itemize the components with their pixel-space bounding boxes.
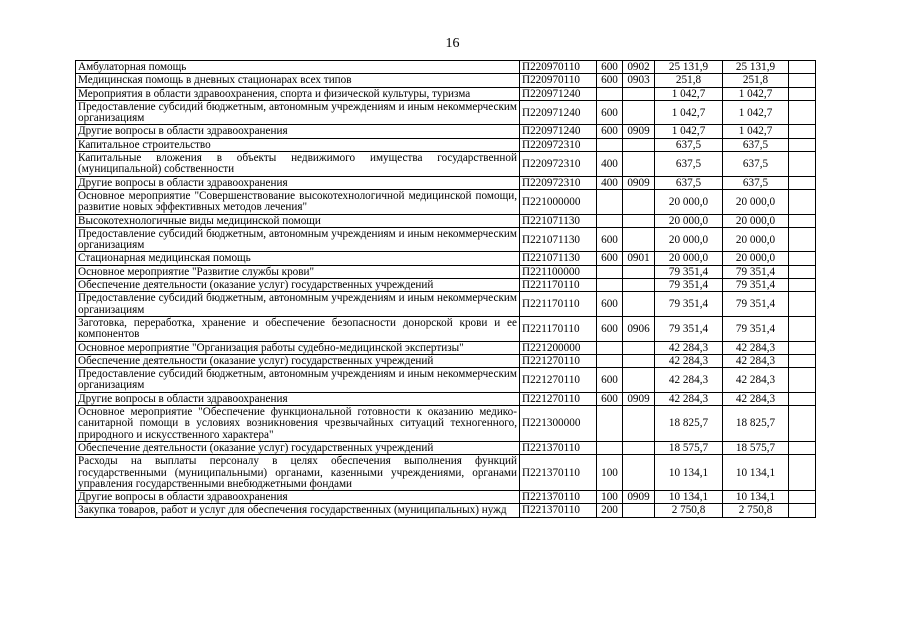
row-expense-type-cell: [597, 214, 623, 227]
row-amount-1-cell: 1 042,7: [655, 100, 723, 125]
row-expense-type-cell: 600: [597, 392, 623, 405]
row-empty-cell: [789, 504, 816, 517]
row-amount-2-cell: 79 351,4: [723, 292, 789, 317]
row-section-cell: [623, 406, 655, 442]
row-section-cell: 0909: [623, 125, 655, 138]
row-amount-2-cell: 637,5: [723, 152, 789, 177]
row-amount-2-cell: 79 351,4: [723, 316, 789, 341]
row-amount-2-cell: 18 825,7: [723, 406, 789, 442]
row-expense-type-cell: [597, 138, 623, 151]
row-empty-cell: [789, 227, 816, 252]
row-code-cell: П221071130: [520, 252, 597, 265]
row-empty-cell: [789, 455, 816, 491]
row-name-cell: Капитальные вложения в объекты недвижимого имущества государственной (муниципальной) собственности: [76, 152, 520, 177]
row-amount-2-cell: 42 284,3: [723, 368, 789, 393]
row-empty-cell: [789, 138, 816, 151]
row-section-cell: [623, 279, 655, 292]
row-name-cell: Расходы на выплаты персоналу в целях обеспечения выполнения функций государственными (муниципальными) органами, казенными учреждениями, органами управления государственными внебюджетными фондами: [76, 455, 520, 491]
row-empty-cell: [789, 252, 816, 265]
row-amount-1-cell: 79 351,4: [655, 265, 723, 278]
row-amount-1-cell: 18 575,7: [655, 441, 723, 454]
row-code-cell: П221071130: [520, 227, 597, 252]
row-amount-1-cell: 637,5: [655, 138, 723, 151]
table-row: [76, 279, 816, 292]
row-section-cell: [623, 368, 655, 393]
row-amount-2-cell: 18 575,7: [723, 441, 789, 454]
row-empty-cell: [789, 265, 816, 278]
row-expense-type-cell: 600: [597, 292, 623, 317]
row-empty-cell: [789, 354, 816, 367]
row-amount-2-cell: 251,8: [723, 74, 789, 87]
row-name-cell: Другие вопросы в области здравоохранения: [76, 176, 520, 189]
row-amount-2-cell: 42 284,3: [723, 392, 789, 405]
row-section-cell: [623, 292, 655, 317]
row-code-cell: П221071130: [520, 214, 597, 227]
row-empty-cell: [789, 279, 816, 292]
row-amount-2-cell: 1 042,7: [723, 125, 789, 138]
row-section-cell: 0909: [623, 392, 655, 405]
row-amount-2-cell: 20 000,0: [723, 227, 789, 252]
row-name-cell: Заготовка, переработка, хранение и обеспечение безопасности донорской крови и ее компонентов: [76, 316, 520, 341]
row-code-cell: П220971240: [520, 87, 597, 100]
table-row: [76, 292, 816, 317]
row-amount-2-cell: 25 131,9: [723, 61, 789, 74]
row-expense-type-cell: 600: [597, 74, 623, 87]
row-amount-1-cell: 10 134,1: [655, 491, 723, 504]
budget-table: [75, 60, 816, 518]
row-empty-cell: [789, 100, 816, 125]
row-section-cell: 0901: [623, 252, 655, 265]
row-amount-1-cell: 637,5: [655, 176, 723, 189]
row-amount-1-cell: 20 000,0: [655, 252, 723, 265]
row-code-cell: П220972310: [520, 138, 597, 151]
row-amount-2-cell: 42 284,3: [723, 341, 789, 354]
row-expense-type-cell: 400: [597, 176, 623, 189]
row-amount-2-cell: 79 351,4: [723, 265, 789, 278]
row-name-cell: Другие вопросы в области здравоохранения: [76, 491, 520, 504]
table-row: [76, 214, 816, 227]
row-amount-2-cell: 10 134,1: [723, 491, 789, 504]
row-amount-1-cell: 42 284,3: [655, 341, 723, 354]
row-name-cell: Основное мероприятие "Развитие службы крови": [76, 265, 520, 278]
row-amount-2-cell: 2 750,8: [723, 504, 789, 517]
row-code-cell: П221170110: [520, 279, 597, 292]
row-amount-2-cell: 20 000,0: [723, 189, 789, 214]
row-code-cell: П221100000: [520, 265, 597, 278]
row-code-cell: П220970110: [520, 61, 597, 74]
row-empty-cell: [789, 152, 816, 177]
row-section-cell: [623, 87, 655, 100]
row-amount-1-cell: 20 000,0: [655, 214, 723, 227]
table-row: [76, 176, 816, 189]
row-section-cell: [623, 227, 655, 252]
row-code-cell: П220972310: [520, 152, 597, 177]
table-row: [76, 74, 816, 87]
table-row: [76, 87, 816, 100]
row-section-cell: [623, 354, 655, 367]
budget-table-body: [76, 61, 816, 518]
row-name-cell: Другие вопросы в области здравоохранения: [76, 125, 520, 138]
row-amount-2-cell: 10 134,1: [723, 455, 789, 491]
row-section-cell: [623, 455, 655, 491]
row-name-cell: Основное мероприятие "Организация работы судебно-медицинской экспертизы": [76, 341, 520, 354]
row-expense-type-cell: [597, 354, 623, 367]
row-amount-1-cell: 1 042,7: [655, 125, 723, 138]
table-row: [76, 252, 816, 265]
row-empty-cell: [789, 316, 816, 341]
row-section-cell: [623, 100, 655, 125]
row-expense-type-cell: 400: [597, 152, 623, 177]
row-amount-1-cell: 42 284,3: [655, 392, 723, 405]
table-row: [76, 152, 816, 177]
row-expense-type-cell: [597, 406, 623, 442]
row-expense-type-cell: 600: [597, 368, 623, 393]
row-expense-type-cell: 600: [597, 227, 623, 252]
table-row: [76, 227, 816, 252]
row-amount-1-cell: 79 351,4: [655, 292, 723, 317]
row-name-cell: Амбулаторная помощь: [76, 61, 520, 74]
page-number: 16: [445, 36, 460, 51]
row-amount-2-cell: 20 000,0: [723, 214, 789, 227]
row-amount-1-cell: 18 825,7: [655, 406, 723, 442]
row-code-cell: П221000000: [520, 189, 597, 214]
row-empty-cell: [789, 368, 816, 393]
row-amount-2-cell: 79 351,4: [723, 279, 789, 292]
table-row: [76, 138, 816, 151]
row-expense-type-cell: 600: [597, 61, 623, 74]
row-section-cell: 0903: [623, 74, 655, 87]
row-code-cell: П221370110: [520, 441, 597, 454]
row-amount-1-cell: 1 042,7: [655, 87, 723, 100]
row-code-cell: П220970110: [520, 74, 597, 87]
row-expense-type-cell: 600: [597, 252, 623, 265]
row-name-cell: Предоставление субсидий бюджетным, автономным учреждениям и иным некоммерческим организациям: [76, 227, 520, 252]
row-section-cell: [623, 504, 655, 517]
row-empty-cell: [789, 441, 816, 454]
row-amount-1-cell: 25 131,9: [655, 61, 723, 74]
row-code-cell: П221270110: [520, 368, 597, 393]
table-row: [76, 341, 816, 354]
row-code-cell: П220971240: [520, 125, 597, 138]
row-expense-type-cell: 600: [597, 316, 623, 341]
row-section-cell: [623, 441, 655, 454]
row-name-cell: Основное мероприятие "Обеспечение функциональной готовности к оказанию медико-санитарной помощи в условиях возникновения чрезвычайных ситуаций техногенного, природного и искусственного характера": [76, 406, 520, 442]
table-row: [76, 61, 816, 74]
row-expense-type-cell: [597, 87, 623, 100]
row-amount-1-cell: 20 000,0: [655, 227, 723, 252]
row-amount-2-cell: 20 000,0: [723, 252, 789, 265]
table-row: [76, 455, 816, 491]
row-section-cell: [623, 265, 655, 278]
row-expense-type-cell: 600: [597, 125, 623, 138]
row-empty-cell: [789, 125, 816, 138]
row-expense-type-cell: [597, 279, 623, 292]
table-row: [76, 406, 816, 442]
row-empty-cell: [789, 176, 816, 189]
row-code-cell: П221370110: [520, 491, 597, 504]
row-section-cell: [623, 341, 655, 354]
row-amount-1-cell: 79 351,4: [655, 316, 723, 341]
row-name-cell: Высокотехнологичные виды медицинской помощи: [76, 214, 520, 227]
row-amount-1-cell: 79 351,4: [655, 279, 723, 292]
table-row: [76, 100, 816, 125]
row-code-cell: П221170110: [520, 316, 597, 341]
row-amount-1-cell: 637,5: [655, 152, 723, 177]
row-section-cell: [623, 214, 655, 227]
table-row: [76, 441, 816, 454]
row-empty-cell: [789, 406, 816, 442]
row-amount-1-cell: 251,8: [655, 74, 723, 87]
row-expense-type-cell: 100: [597, 491, 623, 504]
row-name-cell: Стационарная медицинская помощь: [76, 252, 520, 265]
row-name-cell: Другие вопросы в области здравоохранения: [76, 392, 520, 405]
row-empty-cell: [789, 292, 816, 317]
table-row: [76, 316, 816, 341]
row-code-cell: П220972310: [520, 176, 597, 189]
row-name-cell: Предоставление субсидий бюджетным, автономным учреждениям и иным некоммерческим организациям: [76, 368, 520, 393]
row-name-cell: Медицинская помощь в дневных стационарах всех типов: [76, 74, 520, 87]
row-section-cell: [623, 138, 655, 151]
row-name-cell: Основное мероприятие "Совершенствование высокотехнологичной медицинской помощи, развитие новых эффективных методов лечения": [76, 189, 520, 214]
row-name-cell: Обеспечение деятельности (оказание услуг) государственных учреждений: [76, 279, 520, 292]
row-name-cell: Предоставление субсидий бюджетным, автономным учреждениям и иным некоммерческим организациям: [76, 292, 520, 317]
row-amount-1-cell: 2 750,8: [655, 504, 723, 517]
row-code-cell: П221370110: [520, 504, 597, 517]
table-row: [76, 125, 816, 138]
row-name-cell: Обеспечение деятельности (оказание услуг) государственных учреждений: [76, 441, 520, 454]
row-empty-cell: [789, 392, 816, 405]
row-amount-1-cell: 10 134,1: [655, 455, 723, 491]
row-expense-type-cell: 100: [597, 455, 623, 491]
row-amount-2-cell: 1 042,7: [723, 87, 789, 100]
table-row: [76, 491, 816, 504]
row-code-cell: П220971240: [520, 100, 597, 125]
row-section-cell: 0902: [623, 61, 655, 74]
row-section-cell: 0906: [623, 316, 655, 341]
row-expense-type-cell: [597, 341, 623, 354]
row-code-cell: П221370110: [520, 455, 597, 491]
table-row: [76, 189, 816, 214]
row-amount-1-cell: 20 000,0: [655, 189, 723, 214]
table-row: [76, 354, 816, 367]
row-code-cell: П221270110: [520, 354, 597, 367]
row-empty-cell: [789, 87, 816, 100]
row-section-cell: 0909: [623, 176, 655, 189]
row-expense-type-cell: [597, 189, 623, 214]
table-row: [76, 504, 816, 517]
row-code-cell: П221270110: [520, 392, 597, 405]
row-amount-1-cell: 42 284,3: [655, 354, 723, 367]
row-name-cell: Мероприятия в области здравоохранения, спорта и физической культуры, туризма: [76, 87, 520, 100]
row-empty-cell: [789, 189, 816, 214]
row-section-cell: 0909: [623, 491, 655, 504]
row-amount-2-cell: 1 042,7: [723, 100, 789, 125]
table-row: [76, 392, 816, 405]
row-amount-2-cell: 637,5: [723, 138, 789, 151]
row-empty-cell: [789, 61, 816, 74]
row-section-cell: [623, 189, 655, 214]
table-row: [76, 368, 816, 393]
row-section-cell: [623, 152, 655, 177]
row-expense-type-cell: 600: [597, 100, 623, 125]
row-code-cell: П221200000: [520, 341, 597, 354]
row-amount-2-cell: 42 284,3: [723, 354, 789, 367]
row-expense-type-cell: 200: [597, 504, 623, 517]
table-row: [76, 265, 816, 278]
row-empty-cell: [789, 491, 816, 504]
row-expense-type-cell: [597, 265, 623, 278]
row-name-cell: Обеспечение деятельности (оказание услуг) государственных учреждений: [76, 354, 520, 367]
row-name-cell: Капитальное строительство: [76, 138, 520, 151]
row-name-cell: Закупка товаров, работ и услуг для обеспечения государственных (муниципальных) нужд: [76, 504, 520, 517]
row-amount-1-cell: 42 284,3: [655, 368, 723, 393]
row-empty-cell: [789, 74, 816, 87]
row-expense-type-cell: [597, 441, 623, 454]
row-empty-cell: [789, 214, 816, 227]
row-code-cell: П221170110: [520, 292, 597, 317]
row-amount-2-cell: 637,5: [723, 176, 789, 189]
row-name-cell: Предоставление субсидий бюджетным, автономным учреждениям и иным некоммерческим организациям: [76, 100, 520, 125]
row-code-cell: П221300000: [520, 406, 597, 442]
row-empty-cell: [789, 341, 816, 354]
